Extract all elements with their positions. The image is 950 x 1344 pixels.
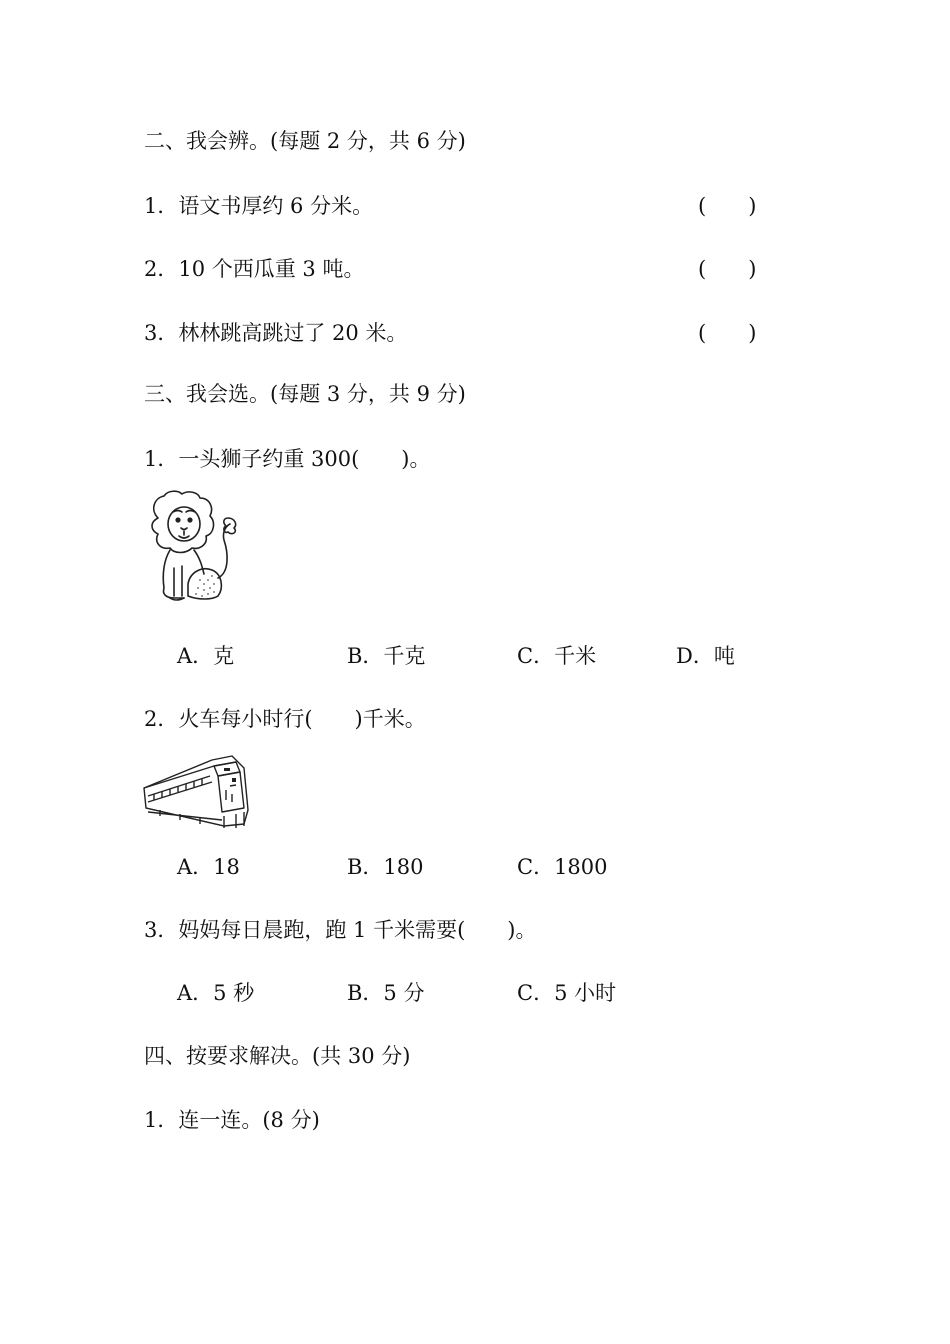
choice-question-3: 3．妈妈每日晨跑，跑 1 千米需要( )。: [144, 918, 537, 942]
q1-option-d[interactable]: D．吨: [676, 644, 735, 668]
section2-heading: 二、我会辨。(每题 2 分，共 6 分): [144, 129, 466, 153]
judge-item-2: 2．10 个西瓜重 3 吨。: [144, 257, 365, 281]
section4-question-1: 1．连一连。(8 分): [144, 1108, 320, 1132]
q1-option-c[interactable]: C．千米: [517, 644, 597, 668]
choice-question-1: 1．一头狮子约重 300( )。: [144, 447, 431, 471]
choice-question-2: 2．火车每小时行( )千米。: [144, 707, 426, 731]
judge-answer-blank-3[interactable]: ( ): [698, 321, 757, 345]
lion-illustration: [140, 488, 240, 604]
train-illustration: [140, 750, 252, 830]
q2-option-c[interactable]: C．1800: [517, 855, 608, 879]
judge-item-3: 3．林林跳高跳过了 20 米。: [144, 321, 408, 345]
q3-option-b[interactable]: B．5 分: [347, 981, 425, 1005]
q2-option-b[interactable]: B．180: [347, 855, 424, 879]
section3-heading: 三、我会选。(每题 3 分，共 9 分): [144, 382, 466, 406]
section4-heading: 四、按要求解决。(共 30 分): [144, 1044, 411, 1068]
q1-option-b[interactable]: B．千克: [347, 644, 426, 668]
q1-option-a[interactable]: A．克: [177, 644, 235, 668]
judge-answer-blank-2[interactable]: ( ): [698, 257, 757, 281]
judge-item-1: 1．语文书厚约 6 分米。: [144, 194, 374, 218]
judge-answer-blank-1[interactable]: ( ): [698, 194, 757, 218]
q2-option-a[interactable]: A．18: [177, 855, 240, 879]
q3-option-c[interactable]: C．5 小时: [517, 981, 617, 1005]
q3-option-a[interactable]: A．5 秒: [177, 981, 255, 1005]
